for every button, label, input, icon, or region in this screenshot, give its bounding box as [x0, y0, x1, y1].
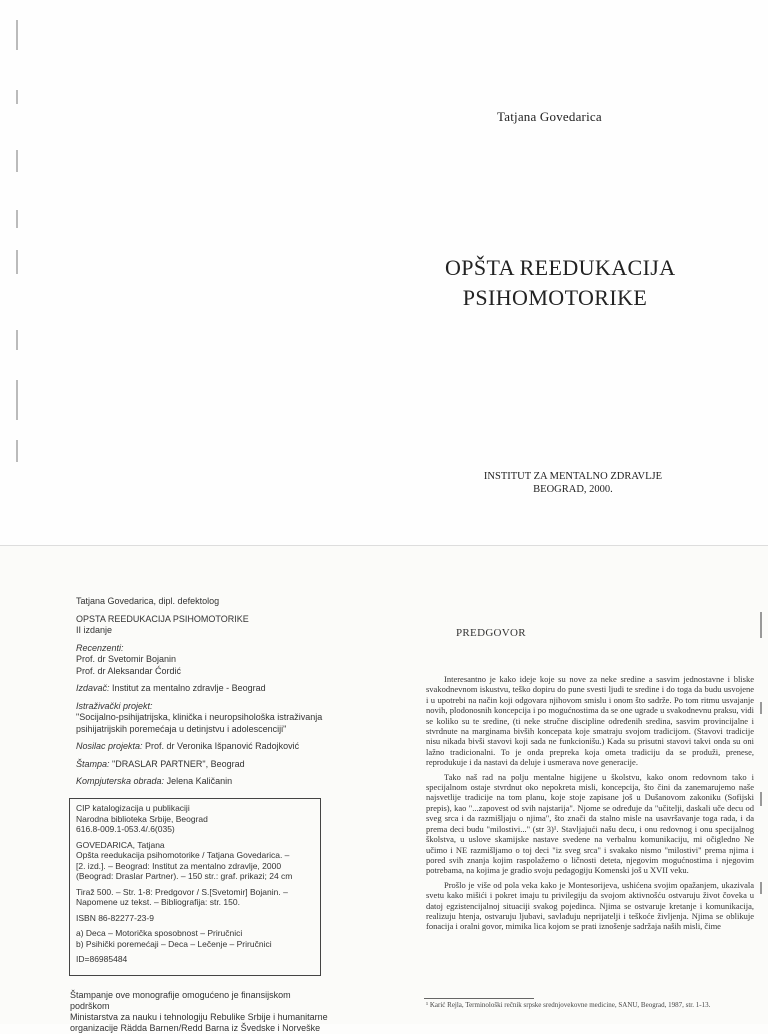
layout-value: Jelena Kaličanin — [166, 776, 233, 786]
publisher-line2: BEOGRAD, 2000. — [533, 484, 613, 495]
cip-record — [69, 798, 321, 976]
reviewers-label: Recenzenti: — [76, 642, 124, 653]
project-line-1: "Socijalno-psihijatrijska, klinička i neuropsihološka istraživanja — [76, 712, 323, 722]
imprint-edition: II izdanje — [76, 625, 113, 635]
publisher-value: Institut za mentalno zdravlje - Beograd — [112, 683, 266, 693]
preface-paragraph: Prošlo je više od pola veka kako je Montesorijeva, ushićena svojim opažanjem, ukazivala svetu kako mišići i pokret imaju tu privilegiju da svojom aktivnošću ostvaruju život čoveka u datoj egzistencijalnoj situaciji svakog pojedinca. Njima se ostvaruje kretanje i komunikacija, realizuju htenja, ostvaruju ljubavi, savlađuju neprijatelji i teškoće življenja. Njima se oblikuje fonacija i oralni govor, mimika lica kojom se prati iznošenje sadržaja naših misli, čime — [426, 879, 754, 932]
preface-heading: PREDGOVOR — [456, 627, 526, 639]
preface-paragraph: Interesantno je kako ideje koje su nove za neke sredine a sasvim jednostavne i bliske svakodnevnom iskustvu, teško dopiru do pune svesti ljudi te sredine i do toga da budu usvojene i u upotrebi na način koji odgovara njihovom smislu i onom što sadrže. Po tom ritmu usvajanje novih, plodonosnih koncepcija i po mogućnostima da se one ugrade u svakodnevnu praksu, vidi se koliko su te sredine, (ti neke stručne discipline određenih sredina, sasvim provincijalne i stvrdnute na marginama bivših koncepata koje smatraju svojom tradicijom. (Stavovi tradicije nisu nikada bivši stavovi koji sada ne funkcionišu.) Kada su prisutni stavovi takvi onda su oni lažno tradicionalni. To je onda prepreka koja ometa tradiciju da se produži, prenese, reprodukuje i da nastavi da deluje i usmerava nove generacije. — [426, 674, 754, 768]
funding-line: Ministarstva za nauku i tehnologiju Rebulike Srbije i humanitarne — [70, 1012, 328, 1022]
book-title — [445, 253, 676, 313]
print-label: Štampa: — [76, 758, 110, 769]
cip-line: Napomene uz tekst. – Bibliografija: str. 150. — [76, 897, 240, 907]
book-title-line1: OPŠTA REEDUKACIJA — [445, 255, 676, 280]
cip-line: a) Deca – Motorička sposobnost – Priručnici — [76, 928, 243, 938]
footnote-divider — [424, 998, 534, 999]
title-page-author: Tatjana Govedarica — [497, 109, 602, 124]
book-title-line2: PSIHOMOTORIKE — [462, 285, 648, 310]
cip-line: b) Psihički poremećaji – Deca – Lečenje – Priručnici — [76, 938, 272, 949]
publisher-imprint — [448, 470, 698, 496]
layout-label: Kompjuterska obrada: — [76, 776, 165, 786]
cip-id: ID=86985484 — [76, 954, 128, 964]
funding-line: organizacije Rädda Barnen/Redd Barna iz Švedske i Norveške — [70, 1023, 321, 1033]
imprint-author: Tatjana Govedarica, dipl. defektolog — [76, 596, 220, 606]
imprint-title: OPSTA REEDUKACIJA PSIHOMOTORIKE — [76, 613, 249, 624]
project-label: Istraživački projekt: — [76, 700, 153, 711]
reviewer-2: Prof. dr Aleksandar Ćordić — [76, 665, 182, 676]
project-holder-label: Nosilac projekta: — [76, 741, 143, 751]
preface-paragraph: Tako naš rad na polju mentalne higijene u školstvu, kako onom redovnom tako i specijalnom ostaje stvrdnut oko nepokreta misli, koncepcija, što čini da zanemarujemo naše najsvetlije tradicije na tom planu, koje stoje zapisane još u Dušanovom zakoniku (Sofijski prepis), kao "...zapovest od svih najstarija". Njome se određuje da "učitelji, daskali uče decu od sveg srca i da razmišljaju o njima", što znači da stalno misle na usavršavanje toga rada, i da prema deci budu "milostivi..." (str 3)¹. Stavljajući našu decu, i onu redovnog i onu specijalnog školstva, u uslove skamijske nastave svedene na verbalnu komunikaciju, mi očigledno Ne učimo i NE razmišljamo o toj deci "iz sveg srca" i svakako nismo "milostivi" prema njima i pored svih znanja kojim raspolažemo o ličnosti deteta, njegovim mogućnostima i njegovim potrebama, na kojima je gradio svoju pedagogiju Komenski još u XVII veku. — [426, 771, 754, 876]
cip-line: Opšta reedukacija psihomotorike / Tatjana Govedarica. – — [76, 850, 290, 860]
cip-isbn: ISBN 86-82277-23-9 — [76, 912, 154, 923]
cip-line: GOVEDARICA, Tatjana — [76, 839, 165, 850]
publisher-line1: INSTITUT ZA MENTALNO ZDRAVLJE — [483, 471, 663, 482]
project-holder-value: Prof. dr Veronika Išpanović Radojković — [145, 741, 300, 751]
reviewer-1: Prof. dr Svetomir Bojanin — [76, 654, 177, 664]
funding-note — [70, 990, 332, 1034]
cip-line: Narodna biblioteka Srbije, Beograd — [76, 813, 208, 824]
cip-line: 616.8-009.1-053.4/.6(035) — [76, 824, 175, 834]
cip-line: CIP katalogizacija u publikaciji — [76, 803, 190, 813]
imprint-page — [76, 596, 336, 788]
print-value: "DRASLAR PARTNER", Beograd — [112, 758, 245, 769]
publisher-label: Izdavač: — [76, 683, 110, 693]
project-line-2: psihijatrijskih poremećaja u detinjstvu i adolescenciji" — [76, 723, 287, 734]
scan-edge-marks — [760, 612, 766, 912]
scan-margin-marks — [16, 0, 20, 546]
footnote: ¹ Karić Rejla, Terminološki rečnik srpske srednjovekovne medicine, SANU, Beograd, 1987, str. 1-13. — [426, 1001, 711, 1009]
cip-line: (Beograd: Draslar Partner). – 150 str.: graf. prikazi; 24 cm — [76, 871, 293, 881]
cip-line: Tiraž 500. – Str. 1-8: Predgovor / S.[Svetomir] Bojanin. – — [76, 886, 288, 897]
funding-line: Štampanje ove monografije omogućeno je finansijskom podrškom — [70, 990, 291, 1011]
cip-line: [2. izd.]. – Beograd: Institut za mentalno zdravlje, 2000 — [76, 860, 282, 871]
preface-body — [426, 674, 754, 936]
